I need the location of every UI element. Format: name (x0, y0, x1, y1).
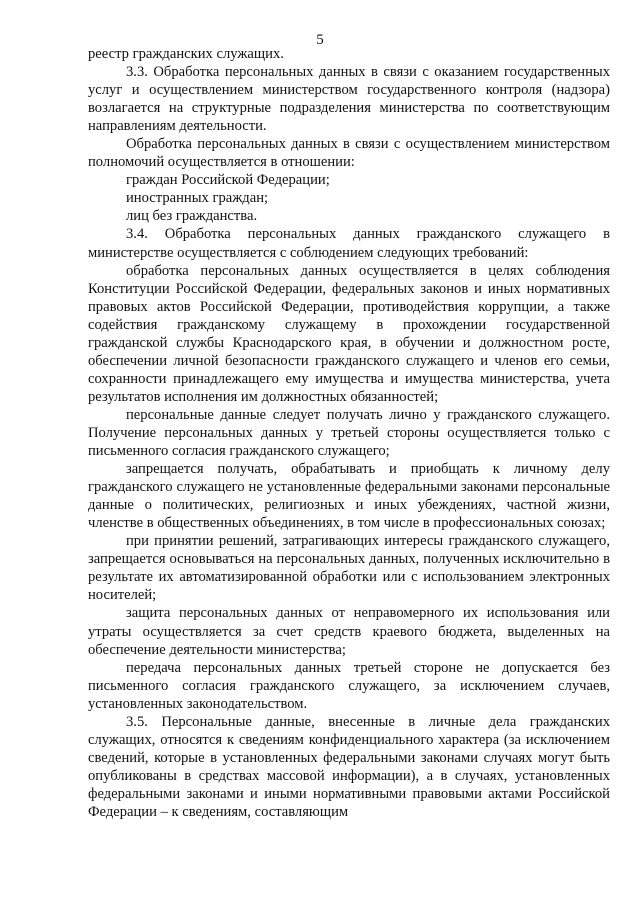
paragraph: при принятии решений, затрагивающих интересы гражданского служащего, запрещается основываться на персональных данных, полученных исключительно в результате их автоматизированной обработки или с использованием электронных носителей; (88, 533, 610, 604)
paragraph: реестр гражданских служащих. (88, 46, 284, 62)
paragraph: запрещается получать, обрабатывать и приобщать к личному делу гражданского служащего не установленные федеральными законами персональные данные о политических, религиозных и иных убеждениях, частной жизни, членстве в общественных объединениях, в том числе в профессиональных союзах; (88, 461, 610, 532)
paragraph: передача персональных данных третьей стороне не допускается без письменного согласия гражданского служащего, за исключением случаев, установленных законодательством. (88, 659, 610, 712)
paragraph: обработка персональных данных осуществляется в целях соблюдения Конституции Российской Федерации, федеральных законов и иных нормативных правовых актов Российской Федерации, противодействия коррупции, а также содействия гражданскому служащему в прохождении государственной гражданской службы Краснодарского края, в обучении и должностном росте, обеспечении личной безопасности гражданского служащего и членов его семьи, сохранности принадлежащего ему имущества и имущества министерства, учета результатов исполнения им должностных обязанностей; (88, 262, 610, 405)
paragraph: 3.3. Обработка персональных данных в связи с оказанием государственных услуг и осуществлением министерством государственного контроля (надзора) возлагается на структурные подразделения министерства по соответствующим направлениям деятельности. (88, 64, 610, 135)
paragraph: 3.4. Обработка персональных данных гражданского служащего в министерстве осуществляется с соблюдением следующих требований: (88, 226, 610, 261)
paragraph: 3.5. Персональные данные, внесенные в личные дела гражданских служащих, относятся к сведениям конфиденциального характера (за исключением сведений, которые в установленных федеральными законами случаях могут быть опубликованы в средствах массовой информации), а в случаях, установленных федеральными законами и иными нормативными правовыми актами Российской Федерации – к сведениям, составляющим (88, 713, 610, 820)
paragraph: иностранных граждан; (126, 190, 269, 207)
paragraph: персональные данные следует получать лично у гражданского служащего. Получение персональных данных у третьей стороны осуществляется только с письменного согласия гражданского служащего; (88, 406, 610, 460)
paragraph: лиц без гражданства. (126, 208, 258, 225)
paragraph: Обработка персональных данных в связи с осуществлением министерством полномочий осуществляется в отношении: (88, 136, 610, 171)
page-number: 5 (316, 32, 324, 48)
paragraph: защита персональных данных от неправомерного их использования или утраты осуществляется за счет средств краевого бюджета, выделенных на обеспечение деятельности министерства; (88, 605, 610, 658)
document-body (88, 45, 610, 821)
paragraph: граждан Российской Федерации; (126, 172, 330, 189)
